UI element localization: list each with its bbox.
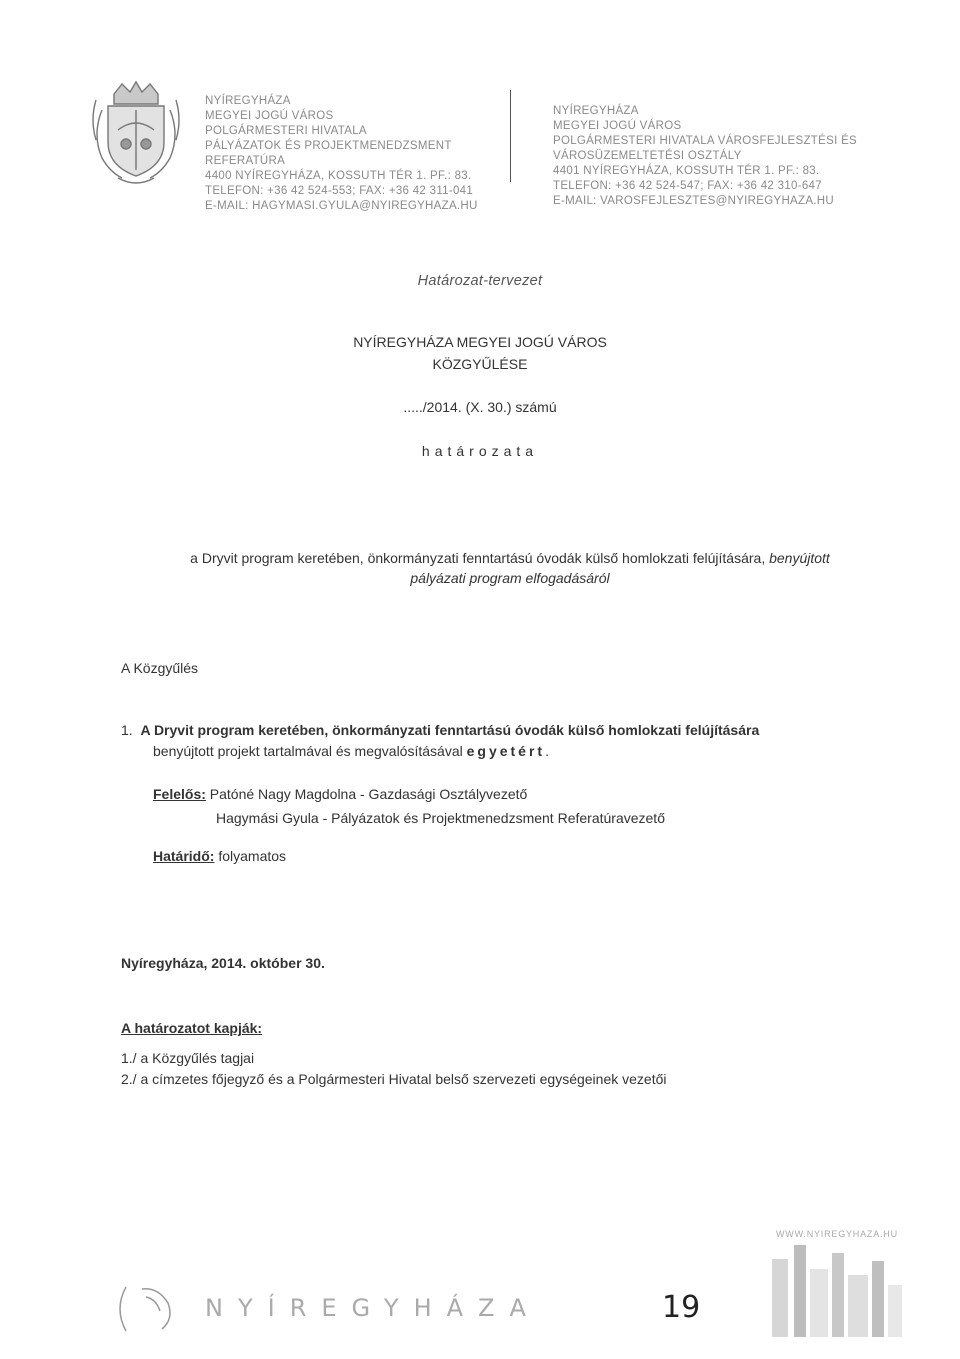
header-right-line: VÁROSÜZEMELTETÉSI OSZTÁLY bbox=[553, 150, 742, 162]
item-bold-text: A Dryvit program keretében, önkormányzati fenntartású óvodák külső homlokzati felújítására bbox=[140, 722, 760, 738]
header-left-block bbox=[205, 94, 478, 214]
responsible-person-1: Patóné Nagy Magdolna - Gazdasági Osztályvezető bbox=[209, 786, 528, 802]
resolution-word: határozata bbox=[421, 443, 539, 459]
item-agree-word: egyetért bbox=[466, 743, 546, 759]
header-left-line: 4400 NYÍREGYHÁZA, KOSSUTH TÉR 1. PF.: 83. bbox=[205, 170, 472, 182]
header-right-line: E-MAIL: VAROSFEJLESZTES@NYIREGYHAZA.HU bbox=[553, 195, 835, 207]
deadline-label: Határidő: bbox=[153, 848, 215, 864]
city-coat-of-arms-image bbox=[88, 80, 184, 188]
header-right-line: POLGÁRMESTERI HIVATALA VÁROSFEJLESZTÉSI ÉS bbox=[553, 135, 858, 147]
header-left-line: NYÍREGYHÁZA bbox=[205, 95, 291, 107]
resolution-subject bbox=[120, 548, 900, 588]
responsible-block bbox=[153, 784, 665, 829]
deadline-block bbox=[153, 846, 286, 867]
responsible-person-2: Hagymási Gyula - Pályázatok és Projektmenedzsment Referatúravezető bbox=[216, 810, 665, 826]
item-number: 1. bbox=[121, 722, 133, 738]
assembly-name-line2: KÖZGYŰLÉSE bbox=[432, 356, 528, 372]
resolution-number: ...../2014. (X. 30.) számú bbox=[403, 399, 557, 415]
header-divider bbox=[510, 90, 511, 182]
header-left-line: REFERATÚRA bbox=[205, 155, 286, 167]
recipient-item: 1./ a Közgyűlés tagjai bbox=[121, 1050, 255, 1066]
item-regular-text: benyújtott projekt tartalmával és megvalósításával bbox=[153, 743, 463, 759]
header-left-line: E-MAIL: HAGYMASI.GYULA@NYIREGYHAZA.HU bbox=[205, 200, 478, 212]
header-right-line: NYÍREGYHÁZA bbox=[553, 105, 639, 117]
header-right-line: TELEFON: +36 42 524-547; FAX: +36 42 310-647 bbox=[553, 180, 822, 192]
item-period: . bbox=[545, 743, 549, 759]
recipients-label: A határozatot kapják: bbox=[121, 1020, 263, 1036]
place-date: Nyíregyháza, 2014. október 30. bbox=[121, 955, 325, 971]
footer-logo-icon bbox=[112, 1283, 182, 1335]
assembly-name-line1: NYÍREGYHÁZA MEGYEI JOGÚ VÁROS bbox=[353, 334, 607, 350]
subject-italic-text-2: pályázati program elfogadásáról bbox=[410, 570, 610, 586]
responsible-label: Felelős: bbox=[153, 786, 206, 802]
header-left-line: MEGYEI JOGÚ VÁROS bbox=[205, 110, 334, 122]
deadline-value: folyamatos bbox=[218, 848, 287, 864]
header-left-line: POLGÁRMESTERI HIVATALA bbox=[205, 125, 367, 137]
assembly-label: A Közgyűlés bbox=[121, 660, 199, 676]
subject-regular-text: a Dryvit program keretében, önkormányzati fenntartású óvodák külső homlokzati felújítására, bbox=[190, 550, 766, 566]
page-number: 19 bbox=[662, 1290, 701, 1325]
header-left-line: TELEFON: +36 42 524-553; FAX: +36 42 311-041 bbox=[205, 185, 474, 197]
recipients-block bbox=[121, 1018, 667, 1090]
recipient-item: 2./ a címzetes főjegyző és a Polgármesteri Hivatal belső szervezeti egységeinek vezetői bbox=[121, 1071, 667, 1087]
footer-url: WWW.NYIREGYHAZA.HU bbox=[776, 1229, 898, 1239]
header-right-block bbox=[553, 104, 857, 209]
decision-item-1 bbox=[121, 720, 891, 762]
header-right-line: MEGYEI JOGÚ VÁROS bbox=[553, 120, 682, 132]
header-left-line: PÁLYÁZATOK ÉS PROJEKTMENEDZSMENT bbox=[205, 140, 452, 152]
draft-label: Határozat-tervezet bbox=[417, 273, 543, 289]
footer-decorative-bars bbox=[772, 1245, 902, 1337]
subject-italic-text-1: benyújtott bbox=[769, 550, 830, 566]
footer-city-name: NYÍREGYHÁZA bbox=[205, 1294, 541, 1322]
header-right-line: 4401 NYÍREGYHÁZA, KOSSUTH TÉR 1. PF.: 83. bbox=[553, 165, 820, 177]
